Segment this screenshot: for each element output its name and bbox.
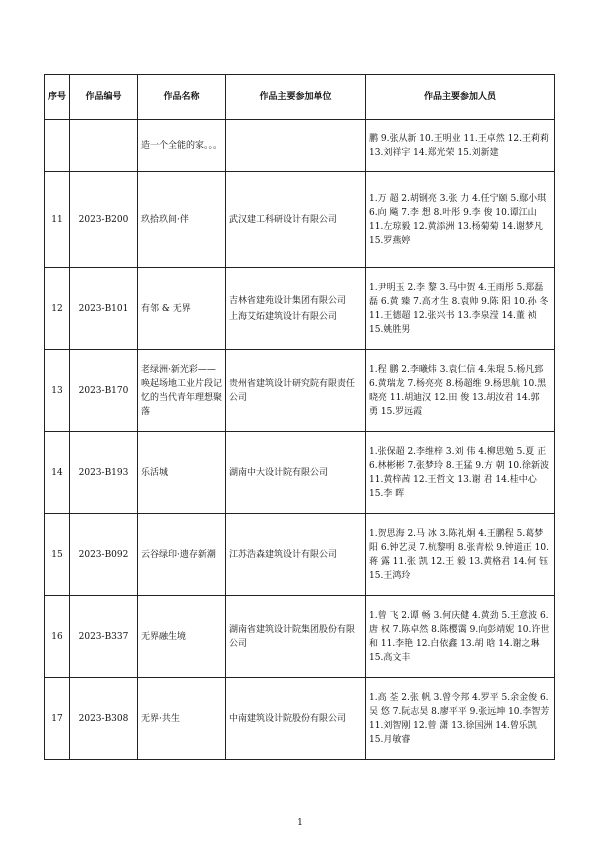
work-name: 无界·共生: [138, 678, 226, 760]
unit-name: 中南建筑设计院股份有限公司: [229, 713, 347, 724]
participating-units: [226, 172, 366, 268]
unit-name: 武汉建工科研设计有限公司: [229, 214, 338, 225]
header-unit: 作品主要参加单位: [226, 75, 366, 120]
header-people: 作品主要参加人员: [366, 75, 555, 120]
unit-name: 湖南省建筑设计院集团股份有限公司: [229, 624, 356, 649]
participants: 鹏 9.张从新 10.王明业 11.王卓然 12.王莉莉 13.刘祥宇 14.郑光荣 15.刘新建: [366, 120, 555, 172]
header-no: 序号: [45, 75, 70, 120]
work-name: 造一个全能的家。。。: [138, 120, 226, 172]
table-row: [45, 432, 555, 514]
participants: 1.贺思海 2.马 冰 3.陈礼炯 4.王鹏程 5.葛梦阳 6.钟艺灵 7.杭黎明 8.张青松 9.钟道正 10.蒋 露 11.张 凯 12.王 毅 13.黄格君 14.何 钰 15.王鸿玲: [366, 514, 555, 596]
table-row: [45, 678, 555, 760]
participating-units: [226, 120, 366, 172]
row-number: 14: [45, 432, 70, 514]
work-code: 2023-B337: [70, 596, 138, 678]
award-table: [44, 74, 555, 760]
participants: 1.万 超 2.胡钢亮 3.张 力 4.任宁颐 5.鄢小琪 6.向 飚 7.李 想 8.叶彤 9.李 俊 10.谭江山 11.左琼毅 12.黄添洲 13.杨菊菊 14.谢梦凡 15.罗燕婷: [366, 172, 555, 268]
row-number: 17: [45, 678, 70, 760]
work-code: 2023-B092: [70, 514, 138, 596]
participating-units: [226, 350, 366, 432]
work-code: 2023-B170: [70, 350, 138, 432]
row-number: 13: [45, 350, 70, 432]
unit-name: 贵州省建筑设计研究院有限责任公司: [229, 378, 356, 403]
work-name: 云谷绿印·遗存新潮: [138, 514, 226, 596]
header-code: 作品编号: [70, 75, 138, 120]
row-number: 11: [45, 172, 70, 268]
unit-name: 吉林省建苑设计集团有限公司: [229, 295, 347, 306]
participating-units: [226, 432, 366, 514]
table-row: [45, 268, 555, 350]
table-row: [45, 172, 555, 268]
table-body: [45, 120, 555, 760]
row-number: 12: [45, 268, 70, 350]
work-code: 2023-B200: [70, 172, 138, 268]
participants: 1.程 鹏 2.李曦炜 3.袁仁信 4.朱琨 5.杨凡郅 6.黄瑞龙 7.杨亮亮 8.杨超维 9.杨思航 10.黑晓亮 11.胡迪汉 12.田 俊 13.胡汝君 14.郭 勇 15.罗远霞: [366, 350, 555, 432]
participants: 1.张保超 2.李维梓 3.刘 伟 4.柳思勉 5.夏 正 6.林彬彬 7.张梦玲 8.王猛 9.方 朝 10.徐新波 11.黄梓茜 12.王哲文 13.谢 君 14.桂中心 15.李 晖: [366, 432, 555, 514]
row-number: [45, 120, 70, 172]
unit-name: 上海艾炻建筑设计有限公司: [229, 311, 338, 322]
table-row: [45, 120, 555, 172]
participating-units: [226, 596, 366, 678]
participants: 1.高 荃 2.张 帆 3.曾令邦 4.罗平 5.余金俊 6.吴 悠 7.阮志昊 8.廖平平 9.张远坤 10.李智芳 11.刘智刚 12.曾 潇 13.徐国洲 14.曾乐凯 15.月敏睿: [366, 678, 555, 760]
work-code: 2023-B101: [70, 268, 138, 350]
unit-name: 江苏浩森建筑设计有限公司: [229, 549, 338, 560]
work-name: 老绿洲·新光彩——唤起场地工业片段记忆的当代青年理想聚落: [138, 350, 226, 432]
participants: 1.尹明玉 2.李 黎 3.马中贺 4.王雨彤 5.郑磊磊 6.黄 臻 7.高才生 8.袁帅 9.陈 阳 10.孙 冬 11.王德超 12.张兴书 13.李泉滢 14.董 祯 15.姚胜男: [366, 268, 555, 350]
table-header-row: [45, 75, 555, 120]
work-code: [70, 120, 138, 172]
table-row: [45, 596, 555, 678]
participating-units: [226, 268, 366, 350]
work-name: 有邻 & 无界: [138, 268, 226, 350]
unit-name: 湖南中大设计院有限公司: [229, 467, 329, 478]
participating-units: [226, 514, 366, 596]
header-name: 作品名称: [138, 75, 226, 120]
work-name: 无界融生境: [138, 596, 226, 678]
row-number: 16: [45, 596, 70, 678]
work-name: 玖拾玖间·伴: [138, 172, 226, 268]
participating-units: [226, 678, 366, 760]
work-name: 乐活城: [138, 432, 226, 514]
table-row: [45, 514, 555, 596]
work-code: 2023-B308: [70, 678, 138, 760]
table-row: [45, 350, 555, 432]
page-number: 1: [297, 818, 303, 828]
work-code: 2023-B193: [70, 432, 138, 514]
participants: 1.曾 飞 2.谭 畅 3.何庆健 4.黄劲 5.王意波 6.唐 权 7.陈卓然 8.陈樱霭 9.向彭靖妮 10.许世和 11.李艳 12.白依鑫 13.胡 晗 14.谢之琳 15.高文丰: [366, 596, 555, 678]
row-number: 15: [45, 514, 70, 596]
